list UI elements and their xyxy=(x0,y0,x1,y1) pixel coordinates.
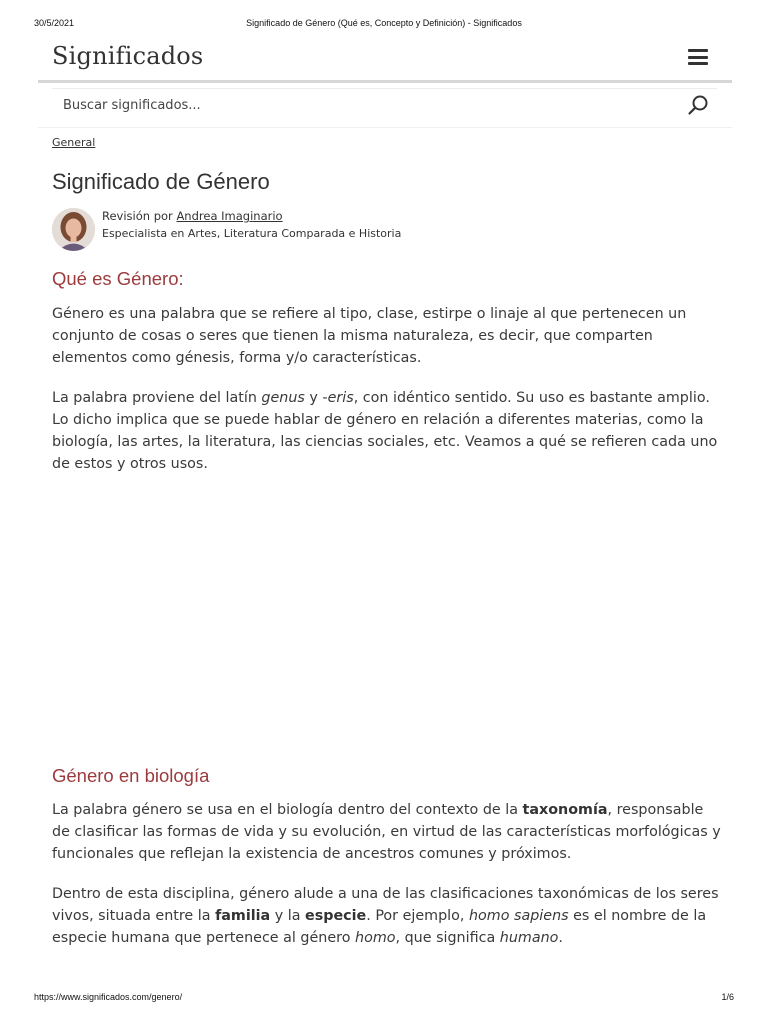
site-logo[interactable]: Significados xyxy=(52,42,204,70)
print-page-number: 1/6 xyxy=(721,992,734,1002)
paragraph: La palabra proviene del latín genus y -eris, con idéntico sentido. Su uso es bastante amplio. Lo dicho implica que se puede hablar de género en relación a diferentes materias, como la biología, las artes, la literatura, las ciencias sociales, etc. Veamos a qué se refieren cada uno de estos y otros usos. xyxy=(52,390,718,472)
print-doc-title: Significado de Género (Qué es, Concepto y Definición) - Significados xyxy=(246,18,522,28)
review-line xyxy=(102,209,283,223)
site-header xyxy=(38,38,732,83)
paragraph: Dentro de esta disciplina, género alude a una de las clasificaciones taxonómicas de los seres vivos, situada entre la familia y la especie. Por ejemplo, homo sapiens es el nombre de la especie humana que pertenece al género homo, que significa humano. xyxy=(52,886,719,946)
author-role: Especialista en Artes, Literatura Comparada e Historia xyxy=(102,227,402,240)
section-heading-que-es: Qué es Género: xyxy=(52,268,184,289)
page-title: Significado de Género xyxy=(52,169,270,194)
author-link[interactable]: Andrea Imaginario xyxy=(176,209,283,223)
paragraph: Género es una palabra que se refiere al tipo, clase, estirpe o linaje al que pertenecen un conjunto de cosas o seres que tienen la misma naturaleza, es decir, que comparten elementos como génesis, forma y/o características. xyxy=(52,306,687,366)
search-bar xyxy=(52,88,717,123)
print-header xyxy=(34,18,734,32)
author-box xyxy=(52,208,712,252)
search-icon[interactable] xyxy=(687,94,709,116)
search-input[interactable] xyxy=(52,89,683,121)
paragraph: La palabra género se usa en el biología dentro del contexto de la taxonomía, responsable de clasificar las formas de vida y su evolución, en virtud de las características morfológicas y funcionales que reflejan la existencia de ancestros comunes y próximos. xyxy=(52,802,721,862)
breadcrumb[interactable]: General xyxy=(52,136,96,149)
hamburger-icon[interactable] xyxy=(688,49,708,65)
print-url: https://www.significados.com/genero/ xyxy=(34,992,183,1002)
print-date: 30/5/2021 xyxy=(34,18,75,28)
section-heading-biologia: Género en biología xyxy=(52,765,210,786)
print-footer xyxy=(34,992,734,1006)
review-prefix: Revisión por xyxy=(102,209,173,223)
author-avatar xyxy=(52,208,95,251)
header-divider xyxy=(38,127,732,128)
